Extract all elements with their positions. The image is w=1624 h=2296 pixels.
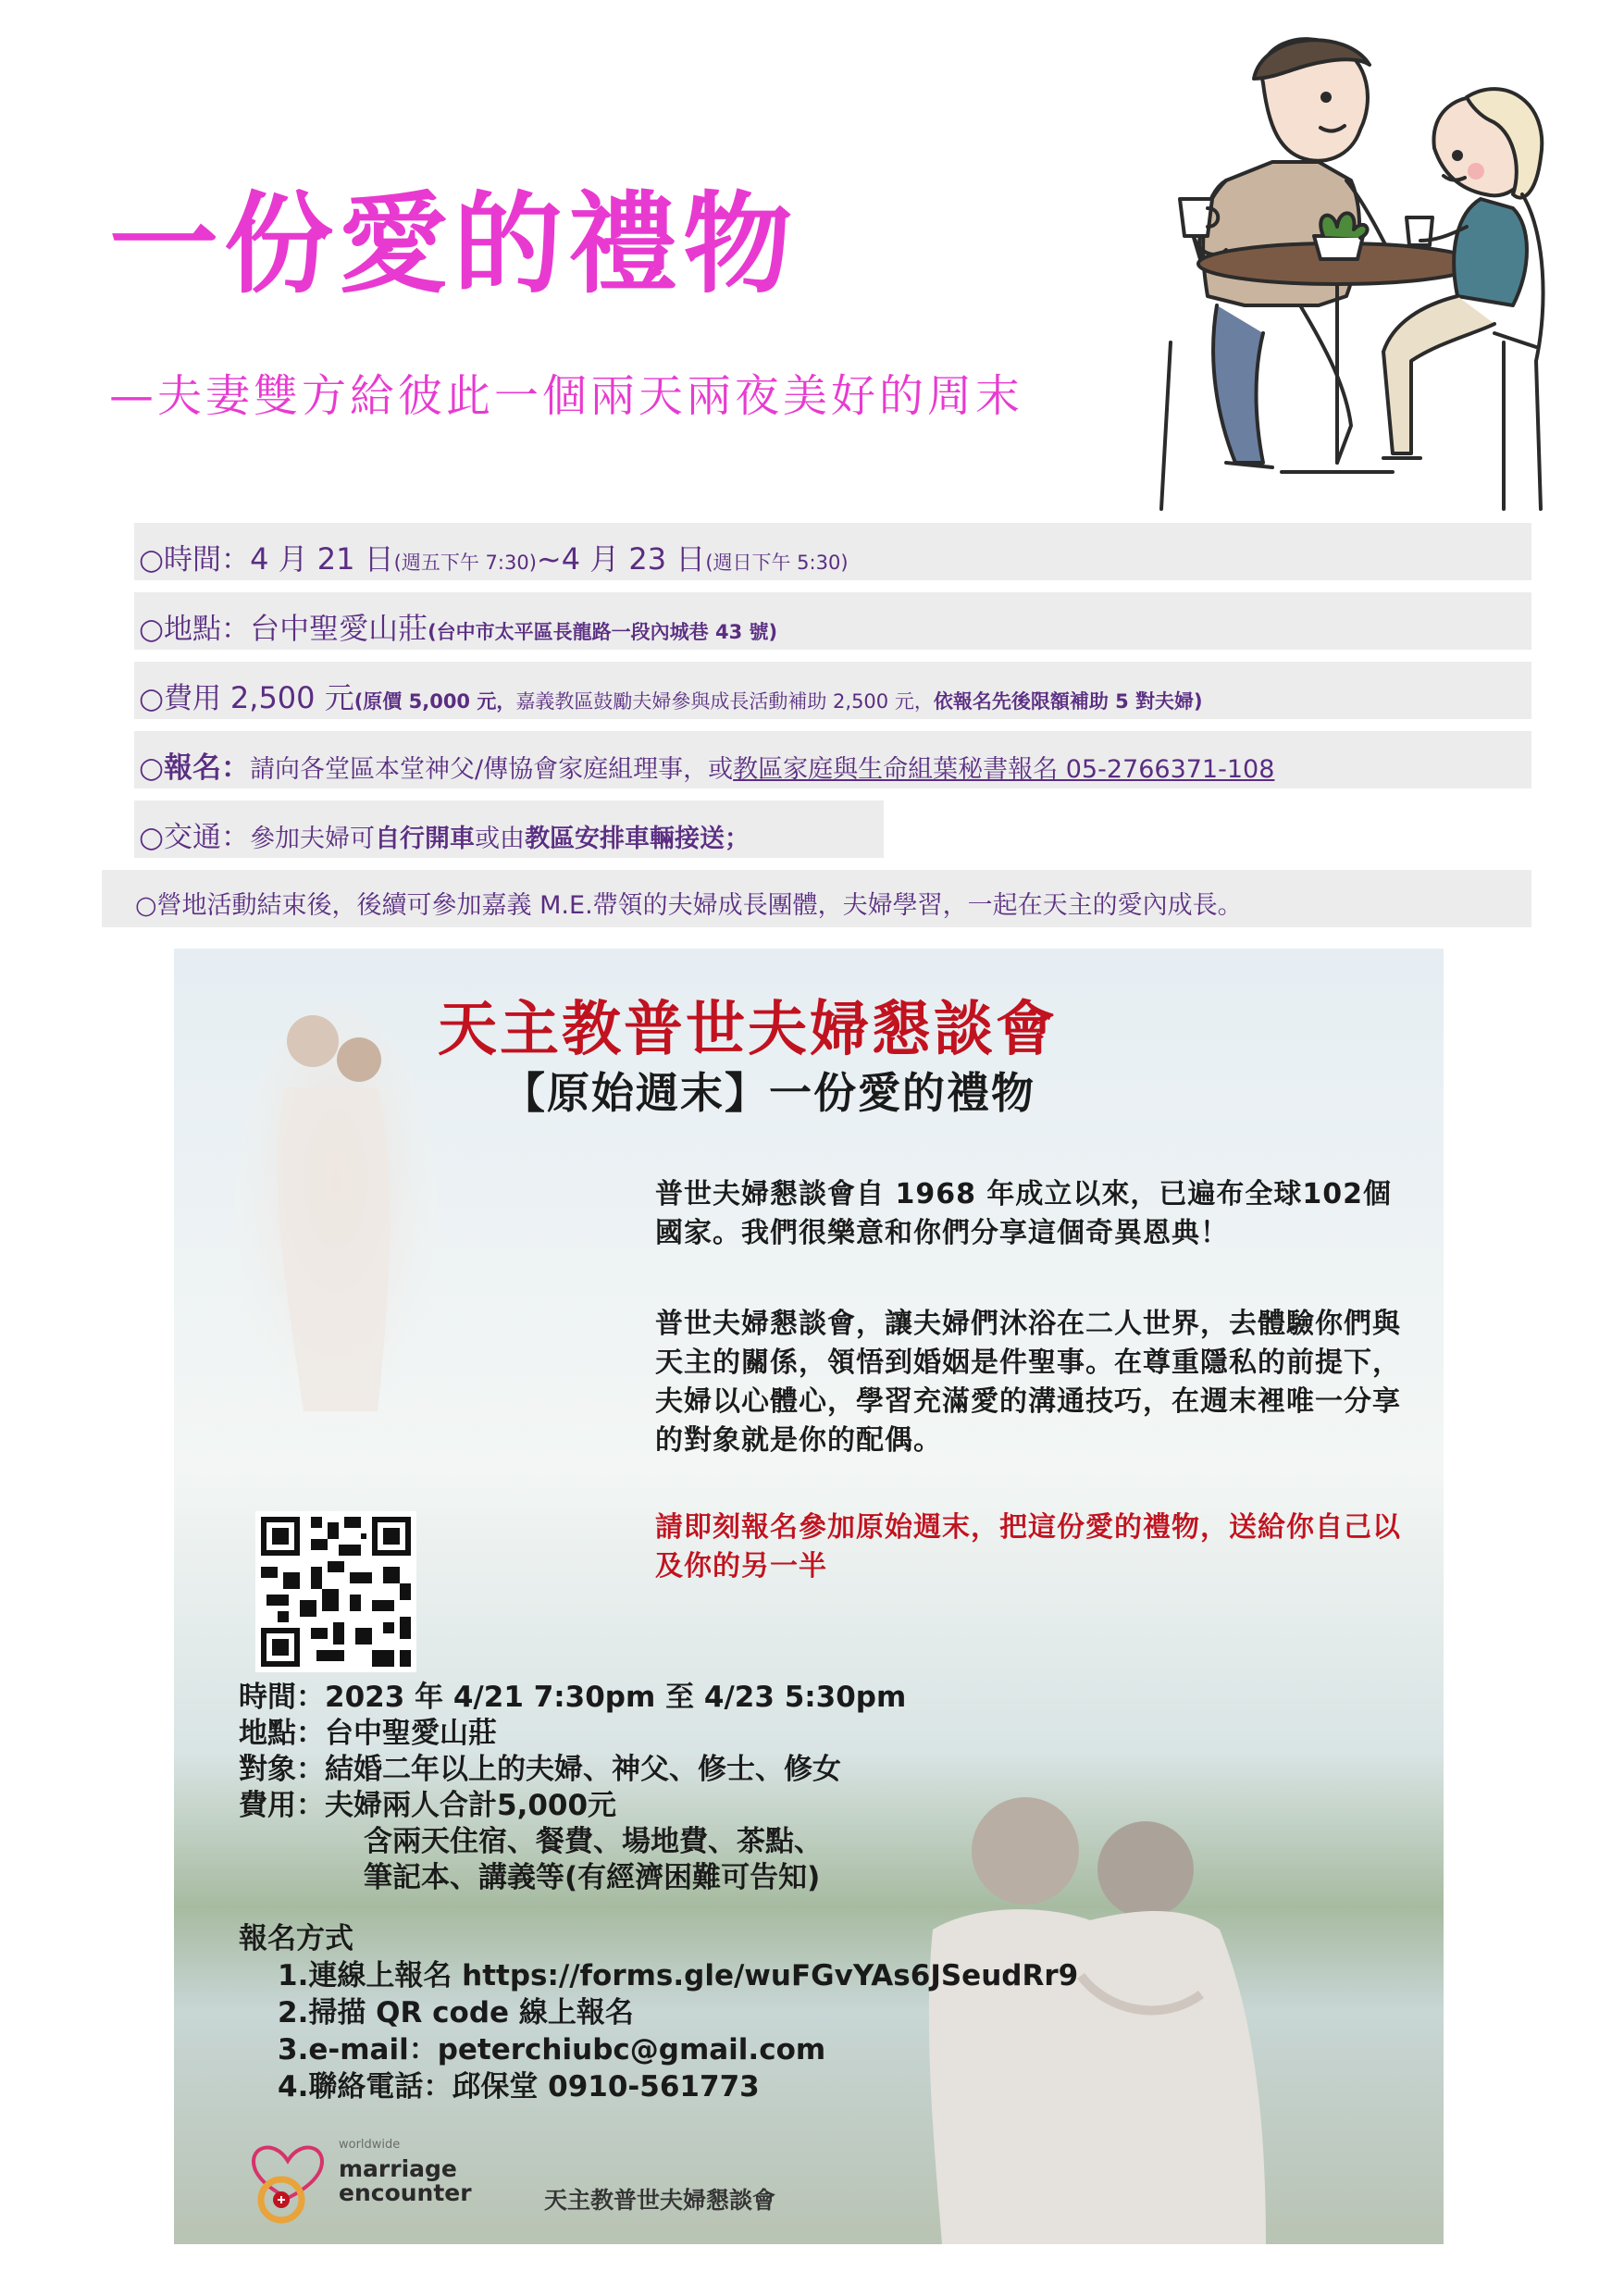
info-transport-label: ○交通： (139, 821, 251, 854)
page-subtitle: —夫妻雙方給彼此一個兩天兩夜美好的周末 (109, 370, 1024, 422)
info-time-end-note: (週日下午 5:30) (705, 552, 849, 574)
poster-title: 天主教普世夫婦懇談會 (438, 996, 1058, 1064)
detail-audience: 對象：結婚二年以上的夫婦、神父、修士、修女 (239, 1753, 841, 1786)
logo-line-1: marriage (339, 2155, 457, 2182)
logo-text (339, 2157, 472, 2205)
info-after-text: ○營地活動結束後，後續可參加嘉義 M.E.帶領的夫婦成長團體，夫婦學習，一起在天主的愛內成長。 (135, 891, 1243, 920)
poster-para-2: 普世夫婦懇談會，讓夫婦們沐浴在二人世界，去體驗你們與天主的關係，領悟到婚姻是件聖事。在尊重隱私的前提下，夫婦以心體心，學習充滿愛的溝通技巧，在週末裡唯一分享的對象就是你的配偶。 (655, 1308, 1401, 1457)
event-poster (174, 949, 1444, 2244)
detail-time: 時間：2023 年 4/21 7:30pm 至 4/23 5:30pm (239, 1681, 907, 1714)
qr-code[interactable] (255, 1511, 416, 1672)
info-transport-t4: 教區安排車輛接送； (525, 825, 750, 853)
detail-fee-line-2: 筆記本、講義等(有經濟困難可告知) (364, 1861, 821, 1894)
info-time-start-note: (週五下午 7:30) (393, 552, 537, 574)
info-place-name: 台中聖愛山莊 (250, 611, 428, 646)
registration-email[interactable]: 3.e-mail：peterchiubc@gmail.com (278, 2033, 826, 2066)
info-transport-t1: 參加夫婦可 (250, 825, 376, 853)
info-fee-subsidy: 嘉義教區鼓勵夫婦參與成長活動補助 2,500 元， (515, 690, 934, 713)
logo-line-2: encounter (339, 2179, 472, 2206)
info-fee-amount: 2,500 元 (229, 680, 354, 715)
couple-illustration (1115, 28, 1550, 518)
event-details (239, 1680, 906, 1896)
info-signup-row (134, 731, 1531, 788)
info-place-address: (台中市太平區長龍路一段內城巷 43 號) (428, 621, 778, 643)
info-signup-contact: 教區家庭與生命組葉秘書報名 05-2766371-108 (733, 755, 1275, 784)
info-signup-text: 請向各堂區本堂神父/傳協會家庭組理事，或 (250, 755, 734, 784)
info-after-row (102, 870, 1531, 927)
detail-fee-line-1: 含兩天住宿、餐費、場地費、茶點、 (364, 1825, 823, 1858)
registration-phone: 4.聯絡電話：邱保堂 0910-561773 (278, 2070, 760, 2104)
marriage-encounter-logo-icon (237, 2124, 339, 2235)
registration-title: 報名方式 (239, 1922, 353, 1955)
detail-place: 地點：台中聖愛山莊 (239, 1717, 497, 1750)
info-signup-label: ○報名： (139, 751, 251, 785)
info-place-label: ○地點： (139, 613, 251, 646)
registration-methods (239, 1920, 1078, 2105)
info-time-row (134, 523, 1531, 580)
logo-chinese-name: 天主教普世夫婦懇談會 (544, 2187, 776, 2214)
info-transport-row (134, 800, 884, 858)
info-transport-t2: 自行開車 (375, 825, 476, 853)
detail-fee: 費用：夫婦兩人合計5,000元 (239, 1789, 617, 1822)
info-fee-label: ○費用 (139, 682, 230, 715)
logo-small-text: worldwide (339, 2138, 401, 2152)
info-fee-row (134, 662, 1531, 719)
registration-qr: 2.掃描 QR code 線上報名 (278, 1996, 634, 2029)
info-time-label: ○時間： (139, 543, 251, 577)
poster-para-1: 普世夫婦懇談會自 1968 年成立以來，已遍布全球102個國家。我們很樂意和你們分享這個奇異恩典！ (655, 1178, 1393, 1249)
info-time-start: 4 月 21 日 (250, 541, 394, 577)
registration-online-link[interactable]: 1.連線上報名 https://forms.gle/wuFGvYAs6JSeudRr9 (278, 1959, 1079, 1992)
info-fee-original: (原價 5,000 元， (353, 690, 516, 713)
embracing-couple-image (229, 986, 442, 1448)
info-transport-t3: 或由 (475, 825, 526, 853)
info-time-sep: ~ (536, 541, 562, 577)
page-title: 一份愛的禮物 (109, 180, 799, 308)
poster-subtitle: 【原始週末】一份愛的禮物 (502, 1068, 1035, 1118)
info-fee-limit: 依報名先後限額補助 5 對夫婦) (933, 690, 1203, 713)
info-place-row (134, 592, 1531, 650)
info-time-end: 4 月 23 日 (561, 541, 706, 577)
poster-call-to-action: 請即刻報名參加原始週末，把這份愛的禮物，送給你自己以及你的另一半 (655, 1511, 1401, 1582)
